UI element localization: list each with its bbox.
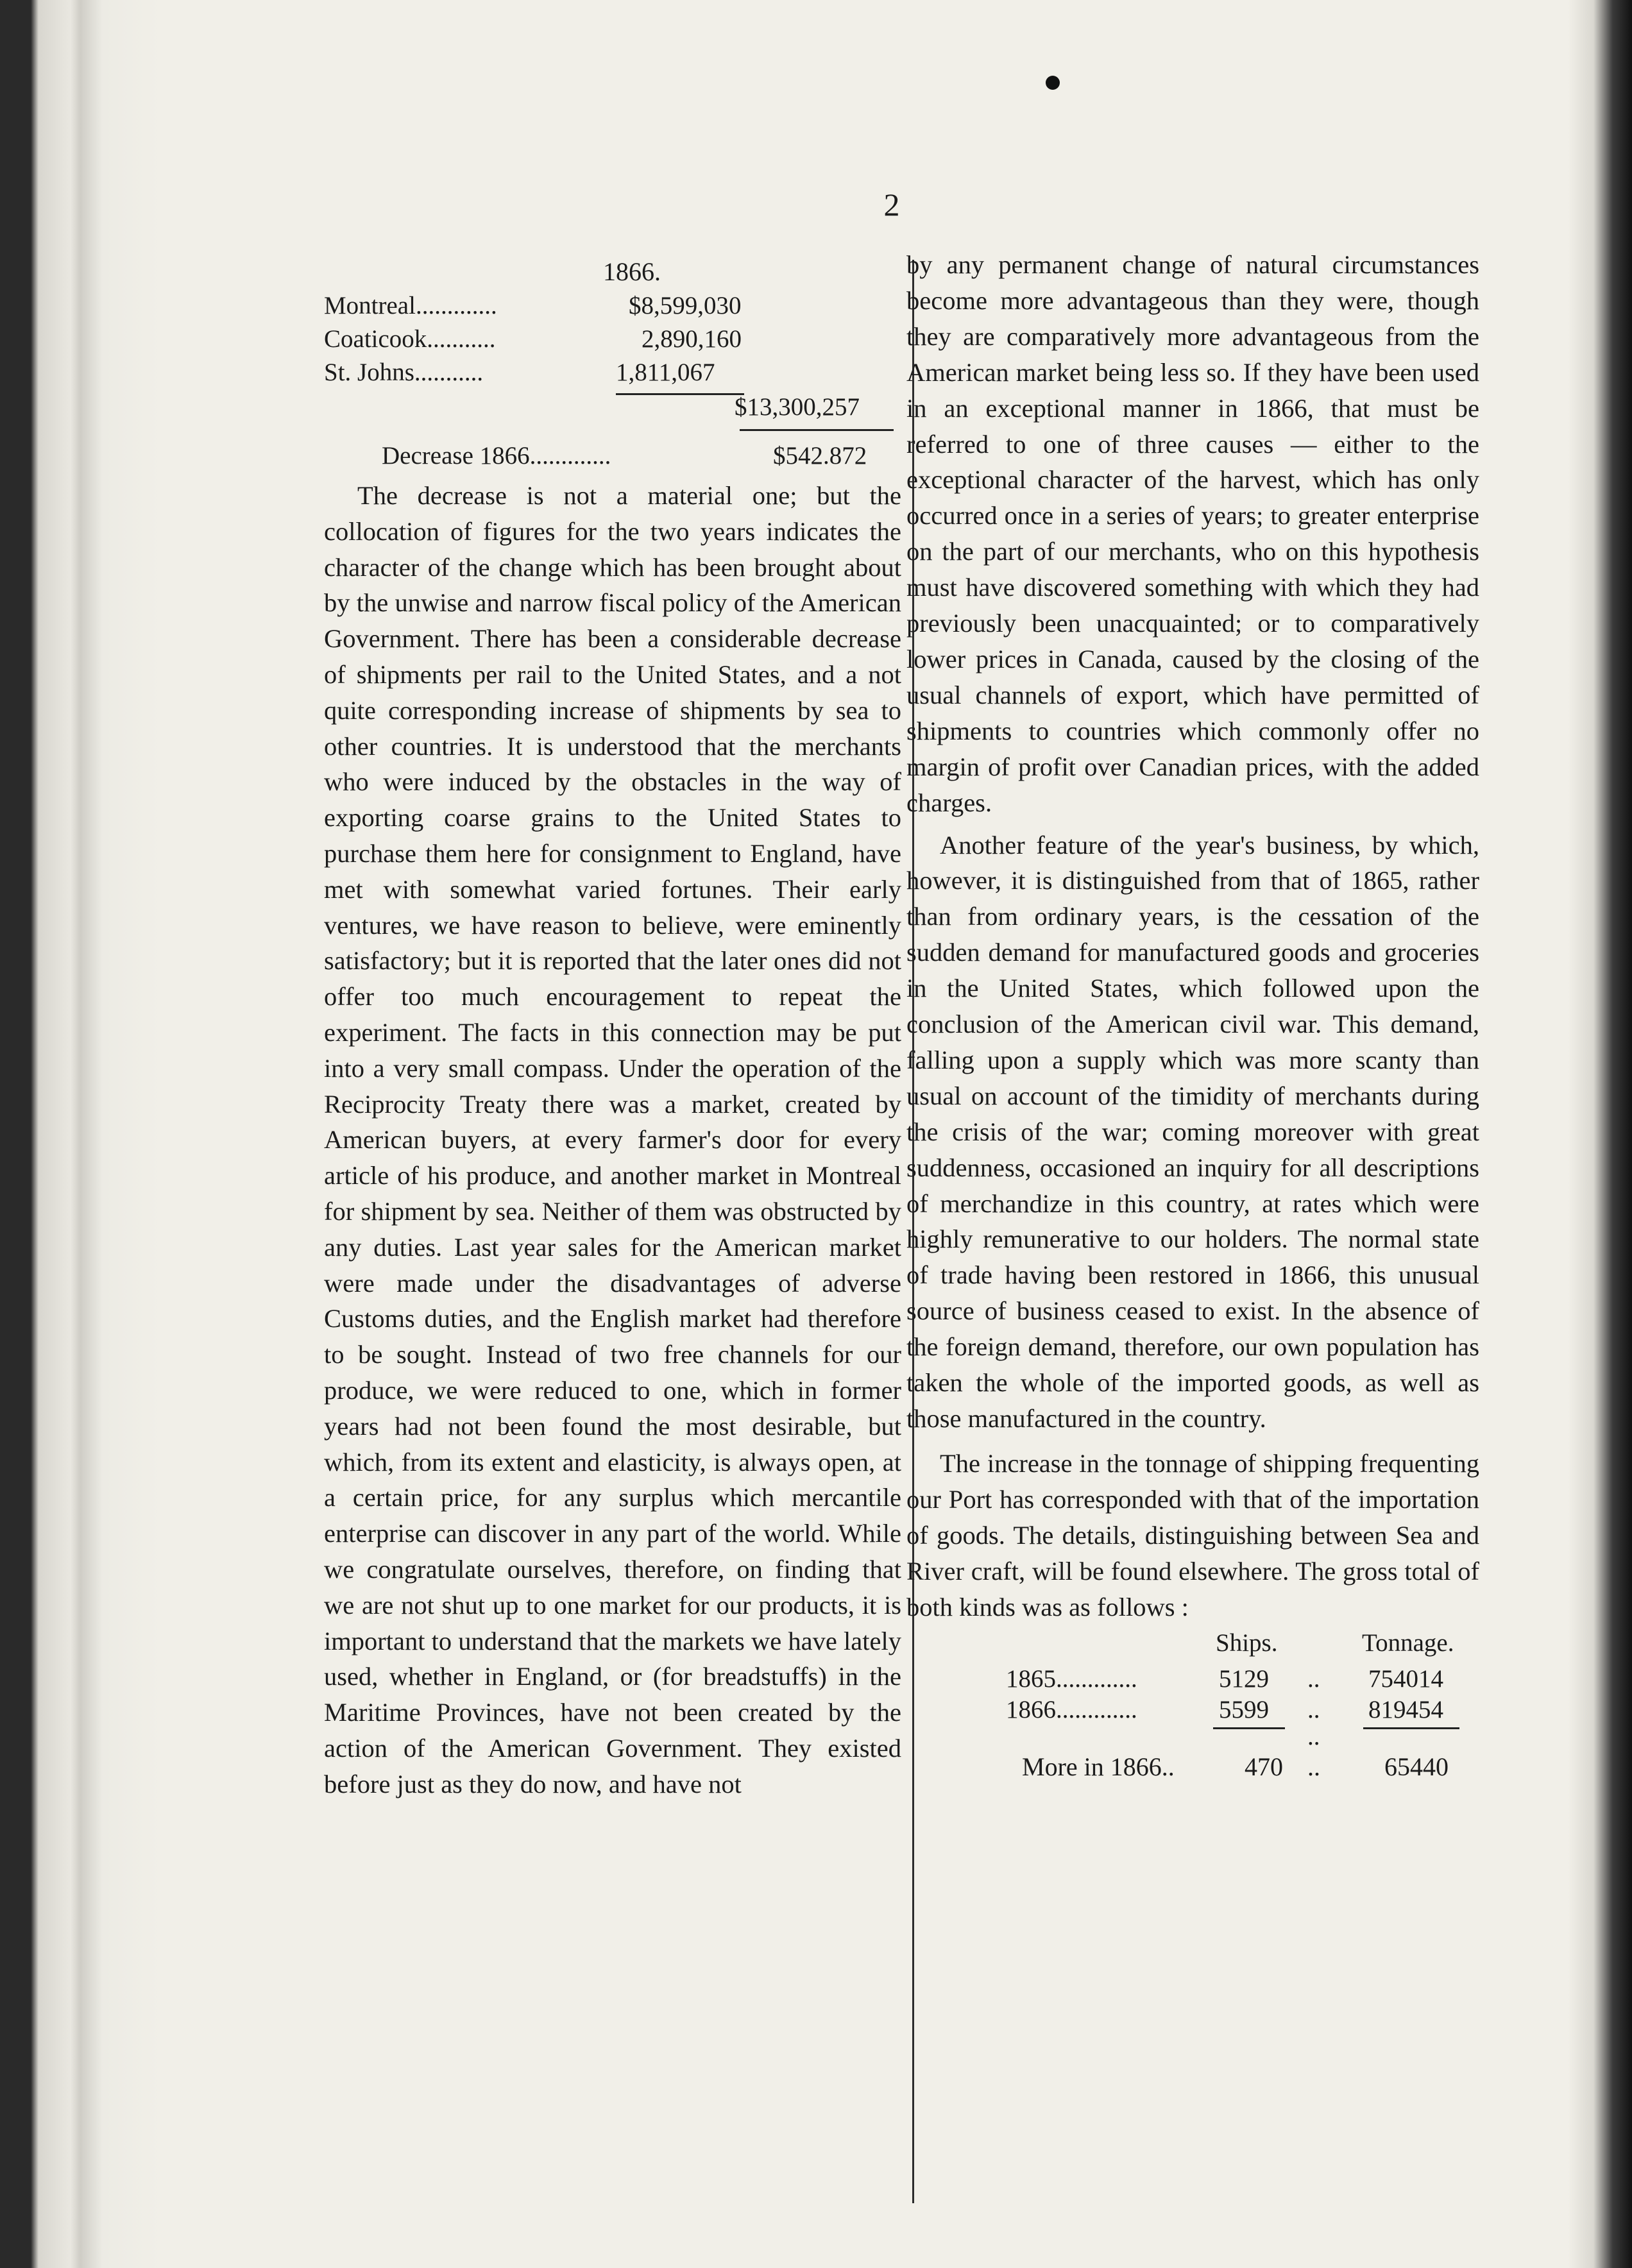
rule-row: [906, 1723, 1479, 1752]
tonnage-rule: [1363, 1727, 1459, 1729]
table-row: [906, 1664, 1479, 1695]
decrease-value: $542.872: [773, 442, 867, 470]
row-year: 1865.............: [1006, 1665, 1137, 1693]
total-tonnage: 65440: [1384, 1752, 1449, 1782]
ledger-value: 1,811,067: [616, 359, 715, 386]
total-ships: 470: [1245, 1752, 1283, 1782]
ledger-row: [324, 323, 901, 356]
right-paragraph-continued: by any permanent change of natural circumstances become more advantageous than they were, though they are comparatively more advantageous from the American market being less so. If they have been used in an exceptional manner in 1866, that must be referred to one of three causes — either to the exceptional character of the harvest, which has only occurred once in a series of years; to greater enterprise on the part of our merchants, who on this hypothesis must have discovered something with which they had previously been unacquainted; or to comparatively lower prices in Canada, caused by the closing of the usual channels of export, which have permitted of shipments to countries which commonly offer no margin of profit over Canadian prices, with the added charges.: [906, 250, 1479, 817]
total-separator: ..: [1307, 1752, 1320, 1782]
page-number: 2: [883, 187, 900, 223]
left-column: [324, 257, 901, 1802]
shipping-table: [906, 1629, 1479, 1788]
ink-dot: [1046, 76, 1060, 90]
total-label: More in 1866..: [1022, 1752, 1175, 1782]
decrease-row: [324, 437, 901, 475]
row-separator: ..: [1307, 1665, 1320, 1693]
ships-header: Ships.: [1216, 1629, 1278, 1657]
total-row: [906, 1752, 1479, 1788]
right-column: [906, 247, 1479, 1788]
row-tonnage: 754014: [1368, 1665, 1443, 1693]
right-paragraph-shipping: The increase in the tonnage of shipping frequenting our Port has corresponded with that of the importation of goods. The details, distinguishing between Sea and River craft, will be found elsewhere. The gross total of both kinds was as follows :: [906, 1448, 1479, 1621]
right-paragraph-business: Another feature of the year's business, by which, however, it is distinguished from that of 1865, rather than from ordinary years, is the cessation of the sudden demand for manufactured goods and groceries in the United States, which followed upon the conclusion of the American civil war. This demand, falling upon a supply which was more scanty than usual on account of the timidity of merchants during the crisis of the war; coming moreover with great suddenness, occasioned an inquiry for all descriptions of merchandize in this country, at rates which were highly remunerative to our holders. The normal state of trade having been restored in 1866, this unusual source of business ceased to exist. In the absence of the foreign demand, therefore, our own population has taken the whole of the imported goods, as well as those manufactured in the country.: [906, 830, 1479, 1433]
exports-year-heading: 1866.: [603, 257, 661, 286]
total-underline: [740, 429, 894, 431]
exports-total-line: [324, 389, 901, 425]
scan-right-edge: [1568, 0, 1632, 2268]
decrease-label: Decrease 1866.............: [382, 442, 611, 470]
ledger-name: Coaticook...........: [324, 325, 496, 353]
ledger-row: [324, 356, 901, 389]
row-tonnage: 819454: [1368, 1696, 1443, 1724]
exports-total: $13,300,257: [735, 393, 860, 421]
ships-rule: [1213, 1727, 1285, 1729]
ledger-name: St. Johns...........: [324, 359, 484, 386]
shipping-table-header: [906, 1629, 1479, 1664]
tonnage-header: Tonnage.: [1362, 1629, 1454, 1657]
total-rule: [616, 393, 744, 395]
ledger-value: 2,890,160: [642, 325, 742, 353]
table-row: [906, 1695, 1479, 1726]
row-separator: ..: [1307, 1696, 1320, 1724]
left-column-text: The decrease is not a material one; but the collocation of figures for the two years indicates the character of the change which has been brought about by the unwise and narrow fiscal policy of the American Government. There has been a considerable decrease of shipments per rail to the United States, and a not quite corresponding increase of shipments by sea to other countries. It is understood that the merchants who were induced by the obstacles in the way of exporting coarse grains to the United States to purchase them here for consignment to England, have met with somewhat varied fortunes. Their early ventures, we have reason to believe, were eminently satisfactory; but it is reported that the later ones did not offer too much encouragement to repeat the experiment. The facts in this connection may be put into a very small compass. Under the operation of the Reciprocity Treaty there was a market, created by American buyers, at every farmer's door for every article of his produce, and another market in Montreal for shipment by sea. Neither of them was obstructed by any duties. Last year sales for the American market were made under the disadvantages of adverse Customs duties, and the English market had therefore to be sought. Instead of two free channels for our produce, we were reduced to one, which in former years had not been found the most desirable, but which, from its extent and elasticity, is always open, at a certain price, for any surplus which mercantile enterprise can discover in any part of the world. While we congratulate ourselves, therefore, on finding that we are not shut up to one market for our products, it is important to understand that the markets we have lately used, whether in England, or (for breadstuffs) in the Maritime Provinces, have not been created by the action of the American Government. They existed before just as they do now, and have not: [324, 481, 901, 1798]
scan-left-edge: [0, 0, 160, 2268]
ledger-name: Montreal.............: [324, 292, 497, 319]
row-year: 1866.............: [1006, 1696, 1137, 1724]
ledger-value: $8,599,030: [629, 292, 742, 319]
row-ships: 5129: [1219, 1665, 1269, 1693]
rule-row-dots: ..: [1307, 1723, 1320, 1751]
row-ships: 5599: [1219, 1696, 1269, 1724]
ledger-row: [324, 289, 901, 323]
